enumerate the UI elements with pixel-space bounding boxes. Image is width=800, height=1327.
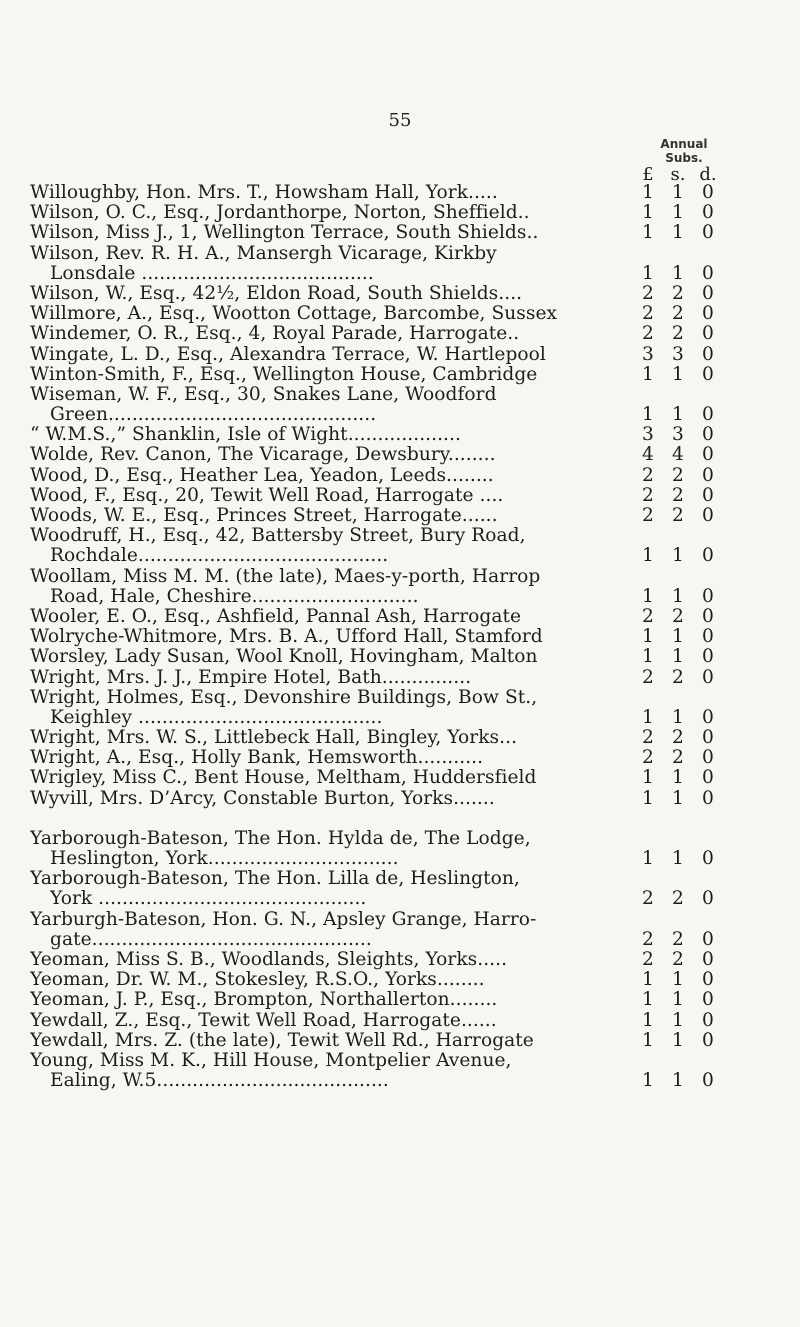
subscriber-entry [30,526,750,566]
subscriber-text: Yarborough-Bateson, The Hon. Hylda de, The Lodge, [30,828,531,849]
subscriber-name-line [30,324,750,344]
subscriber-entry [30,425,750,445]
subscriber-text: “ W.M.S.,” Shanklin, Isle of Wight................... [30,425,461,446]
subscriber-entry [30,385,750,425]
pounds-amount: 1 [642,404,654,426]
pounds-amount: 1 [642,545,654,567]
pounds-amount: 1 [642,202,654,224]
pounds-amount: 2 [642,282,654,304]
shillings-amount: 1 [672,1009,684,1031]
pence-amount: 0 [702,545,714,567]
subscriber-text: Wiseman, W. F., Esq., 30, Snakes Lane, Woodford [30,384,497,405]
subscriber-name-line [30,567,750,587]
subscriber-text: Road, Hale, Cheshire............................ [50,586,419,607]
subscriber-continuation-line [30,708,750,728]
subscriber-entry [30,869,750,909]
subscriber-text: York ............................................. [50,889,367,910]
pence-amount: 0 [702,202,714,224]
subscriber-text: Woods, W. E., Esq., Princes Street, Harrogate...... [30,506,498,526]
pence-amount: 0 [702,727,714,749]
pounds-amount: 2 [642,727,654,749]
subscriber-name-line [30,425,750,445]
shillings-amount: 1 [672,646,684,668]
pence-amount: 0 [702,767,714,789]
shillings-amount: 1 [672,363,684,385]
pence-amount: 0 [702,222,714,244]
subscriber-entry [30,607,750,627]
pounds-amount: 1 [642,989,654,1011]
subscriber-name-line [30,466,750,486]
subscriber-name-line [30,970,750,990]
shillings-amount: 2 [672,948,684,970]
subscriber-text: Woollam, Miss M. M. (the late), Maes-y-porth, Harrop [30,566,541,587]
subscriber-name-line [30,1011,750,1031]
subscriber-entry [30,324,750,344]
pence-amount: 0 [702,1009,714,1031]
shillings-amount: 1 [672,969,684,991]
subscriber-name-line [30,607,750,627]
subscriber-text: Wingate, L. D., Esq., Alexandra Terrace, W. Hartlepool [30,344,546,365]
subscriber-name-line [30,183,750,203]
pence-amount: 0 [702,848,714,869]
pounds-amount: 3 [642,343,654,365]
subscriber-text: Woodruff, H., Esq., 42, Battersby Street, Bury Road, [30,526,526,547]
subscriber-text: Willmore, A., Esq., Wootton Cottage, Barcombe, Sussex [30,304,558,325]
shillings-amount: 2 [672,605,684,627]
shillings-unit-header: s. [670,164,686,185]
pence-amount: 0 [702,605,714,627]
subscriber-continuation-line [30,889,750,909]
subscriber-name-line [30,728,750,748]
subscriber-text: Wright, A., Esq., Holly Bank, Hemsworth........... [30,748,484,769]
subscriber-text: Wilson, Miss J., 1, Wellington Terrace, South Shields.. [30,223,539,244]
column-heading-line2: Subs. [665,151,703,165]
subscriber-text: Windemer, O. R., Esq., 4, Royal Parade, Harrogate.. [30,324,520,345]
subscriber-entry [30,647,750,667]
pence-amount: 0 [702,404,714,426]
subscriber-text: Yeoman, Miss S. B., Woodlands, Sleights, Yorks..... [30,949,508,970]
subscriber-continuation-line [30,849,750,869]
shillings-amount: 1 [672,1070,684,1092]
pounds-amount: 1 [642,848,654,869]
pounds-amount: 2 [642,303,654,325]
pence-amount: 0 [702,928,714,950]
subscriber-text: Wolryche-Whitmore, Mrs. B. A., Ufford Hall, Stamford [30,627,543,648]
subscriber-name-line [30,445,750,465]
pounds-amount: 1 [642,787,654,809]
subscriber-text: Wrigley, Miss C., Bent House, Meltham, Huddersfield [30,768,537,789]
pounds-amount: 1 [642,969,654,991]
pounds-amount: 2 [642,484,654,506]
subscriber-text: Green............................................. [50,405,377,426]
subscriber-name-line [30,506,750,526]
shillings-amount: 1 [672,585,684,607]
pounds-amount: 3 [642,424,654,446]
subscriber-text: Keighley ......................................... [50,707,383,728]
pounds-unit-header: £ [642,164,654,185]
pence-amount: 0 [702,706,714,728]
column-heading [629,137,739,165]
pounds-amount: 1 [642,1070,654,1092]
subscriber-name-line [30,668,750,688]
pence-amount: 0 [702,948,714,970]
subscriber-name-line [30,203,750,223]
shillings-amount: 2 [672,928,684,950]
shillings-amount: 1 [672,767,684,789]
subscriber-text: Wright, Mrs. W. S., Littlebeck Hall, Bingley, Yorks... [30,728,518,749]
subscriber-text: Wright, Mrs. J. J., Empire Hotel, Bath............... [30,667,472,688]
pounds-amount: 1 [642,706,654,728]
subscriber-text: Wood, F., Esq., 20, Tewit Well Road, Harrogate .... [30,485,504,506]
shillings-amount: 1 [672,787,684,809]
subscriber-name-line [30,869,750,889]
subscriber-text: Wooler, E. O., Esq., Ashfield, Pannal Ash, Harrogate [30,606,522,627]
shillings-amount: 1 [672,202,684,224]
shillings-amount: 2 [672,727,684,749]
pence-amount: 0 [702,484,714,506]
subscriber-name-line [30,910,750,930]
subscriber-continuation-line [30,546,750,566]
pence-amount: 0 [702,444,714,466]
pence-amount: 0 [702,666,714,688]
subscriber-entry [30,284,750,304]
subscriber-name-line [30,526,750,546]
pence-amount: 0 [702,363,714,385]
pence-amount: 0 [702,585,714,607]
subscriber-entry [30,970,750,990]
subscriber-text: Ealing, W.5....................................... [50,1071,389,1092]
subscriber-text: Yeoman, J. P., Esq., Brompton, Northallerton........ [30,990,498,1011]
pence-amount: 0 [702,182,714,203]
pounds-amount: 2 [642,666,654,688]
shillings-amount: 1 [672,182,684,203]
subscriber-name-line [30,345,750,365]
column-heading-line1: Annual [660,137,708,151]
shillings-amount: 2 [672,888,684,910]
subscriber-entry [30,466,750,486]
pounds-amount: 1 [642,1009,654,1031]
shillings-amount: 1 [672,404,684,426]
shillings-amount: 2 [672,464,684,486]
pounds-amount: 2 [642,464,654,486]
subscriber-name-line [30,647,750,667]
subscriber-name-line [30,1051,750,1071]
pounds-amount: 1 [642,646,654,668]
subscriber-text: Heslington, York................................ [50,849,399,869]
pence-amount: 0 [702,1070,714,1092]
pence-amount: 0 [702,787,714,809]
shillings-amount: 1 [672,262,684,284]
pence-amount: 0 [702,464,714,486]
subscriber-list [30,183,750,1091]
pounds-amount: 2 [642,605,654,627]
shillings-amount: 3 [672,424,684,446]
subscriber-text: Young, Miss M. K., Hill House, Montpelier Avenue, [30,1050,512,1071]
pounds-amount: 2 [642,747,654,769]
subscriber-text: Wood, D., Esq., Heather Lea, Yeadon, Leeds........ [30,465,494,486]
subscriber-name-line [30,768,750,788]
subscriber-entry [30,1051,750,1091]
subscriber-text: Yeoman, Dr. W. M., Stokesley, R.S.O., Yorks........ [30,970,485,991]
pounds-amount: 1 [642,182,654,203]
subscriber-name-line [30,244,750,264]
subscriber-name-line [30,829,750,849]
pence-amount: 0 [702,262,714,284]
subscriber-entry [30,345,750,365]
pounds-amount: 1 [642,262,654,284]
subscriber-text: Wolde, Rev. Canon, The Vicarage, Dewsbury........ [30,445,496,466]
subscriber-text: Winton-Smith, F., Esq., Wellington House, Cambridge [30,364,538,385]
pence-amount: 0 [702,505,714,526]
subscriber-entry [30,688,750,728]
subscriber-text: Wright, Holmes, Esq., Devonshire Buildings, Bow St., [30,687,538,708]
subscriber-entry [30,1011,750,1031]
pence-amount: 0 [702,626,714,648]
pounds-amount: 1 [642,1029,654,1051]
subscriber-entry [30,748,750,768]
subscriber-entry [30,990,750,1010]
shillings-amount: 1 [672,848,684,869]
pounds-amount: 1 [642,585,654,607]
shillings-amount: 2 [672,323,684,345]
subscriber-continuation-line [30,264,750,284]
subscriber-name-line [30,385,750,405]
subscriber-text: Wyvill, Mrs. D’Arcy, Constable Burton, Yorks....... [30,788,495,809]
pounds-amount: 2 [642,948,654,970]
subscriber-text: gate............................................... [50,929,372,950]
shillings-amount: 2 [672,666,684,688]
subscriber-name-line [30,1031,750,1051]
shillings-amount: 1 [672,1029,684,1051]
subscriber-text: Wilson, W., Esq., 42½, Eldon Road, South Shields.... [30,283,523,304]
shillings-amount: 4 [672,444,684,466]
subscriber-name-line [30,688,750,708]
subscriber-name-line [30,748,750,768]
shillings-amount: 2 [672,303,684,325]
pence-amount: 0 [702,323,714,345]
pounds-amount: 1 [642,222,654,244]
subscriber-name-line [30,789,750,809]
pounds-amount: 2 [642,323,654,345]
pounds-amount: 1 [642,767,654,789]
pence-amount: 0 [702,303,714,325]
shillings-amount: 2 [672,747,684,769]
subscriber-text: Yewdall, Z., Esq., Tewit Well Road, Harrogate...... [30,1010,497,1031]
pounds-amount: 1 [642,626,654,648]
subscriber-entry [30,486,750,506]
shillings-amount: 1 [672,545,684,567]
subscriber-entry [30,789,750,809]
subscriber-entry [30,223,750,243]
pence-amount: 0 [702,1029,714,1051]
subscriber-continuation-line [30,587,750,607]
subscriber-entry [30,829,750,869]
subscriber-name-line [30,627,750,647]
pounds-amount: 2 [642,888,654,910]
pounds-amount: 4 [642,444,654,466]
pence-amount: 0 [702,888,714,910]
pence-amount: 0 [702,747,714,769]
shillings-amount: 2 [672,282,684,304]
shillings-amount: 3 [672,343,684,365]
shillings-amount: 2 [672,505,684,526]
pence-amount: 0 [702,343,714,365]
subscriber-name-line [30,304,750,324]
subscriber-entry [30,768,750,788]
subscriber-entry [30,183,750,203]
subscriber-entry [30,244,750,284]
subscriber-entry [30,506,750,526]
subscriber-entry [30,910,750,950]
section-gap [30,809,750,829]
subscriber-text: Lonsdale ....................................... [50,263,374,284]
pence-amount: 0 [702,989,714,1011]
page-number: 55 [388,110,412,131]
subscriber-entry [30,567,750,607]
pounds-amount: 1 [642,363,654,385]
subscriber-name-line [30,284,750,304]
subscriber-name-line [30,990,750,1010]
subscriber-text: Willoughby, Hon. Mrs. T., Howsham Hall, York..... [30,183,498,203]
subscriber-name-line [30,486,750,506]
subscriber-name-line [30,950,750,970]
subscriber-entry [30,1031,750,1051]
shillings-amount: 1 [672,222,684,244]
subscriber-entry [30,203,750,223]
subscriber-text: Wilson, O. C., Esq., Jordanthorpe, Norton, Sheffield.. [30,203,530,224]
pence-unit-header: d. [699,164,717,185]
subscriber-name-line [30,223,750,243]
pounds-amount: 2 [642,928,654,950]
subscriber-continuation-line [30,1071,750,1091]
subscriber-text: Wilson, Rev. R. H. A., Mansergh Vicarage, Kirkby [30,243,497,264]
shillings-amount: 1 [672,706,684,728]
subscriber-continuation-line [30,405,750,425]
subscriber-text: Yewdall, Mrs. Z. (the late), Tewit Well Rd., Harrogate [30,1030,534,1051]
shillings-amount: 2 [672,484,684,506]
subscriber-text: Yarburgh-Bateson, Hon. G. N., Apsley Grange, Harro- [30,909,537,930]
subscriber-continuation-line [30,930,750,950]
subscriber-text: Worsley, Lady Susan, Wool Knoll, Hovingham, Malton [30,647,538,668]
pounds-amount: 2 [642,505,654,526]
shillings-amount: 1 [672,626,684,648]
shillings-amount: 1 [672,989,684,1011]
subscriber-entry [30,950,750,970]
subscriber-entry [30,445,750,465]
subscriber-entry [30,365,750,385]
pence-amount: 0 [702,646,714,668]
subscriber-text: Yarborough-Bateson, The Hon. Lilla de, Heslington, [30,869,520,890]
subscriber-entry [30,304,750,324]
subscriber-entry [30,627,750,647]
subscriber-text: Rochdale.......................................... [50,546,389,567]
pence-amount: 0 [702,424,714,446]
subscriber-entry [30,728,750,748]
subscriber-name-line [30,365,750,385]
subscriber-entry [30,668,750,688]
pence-amount: 0 [702,282,714,304]
pence-amount: 0 [702,969,714,991]
